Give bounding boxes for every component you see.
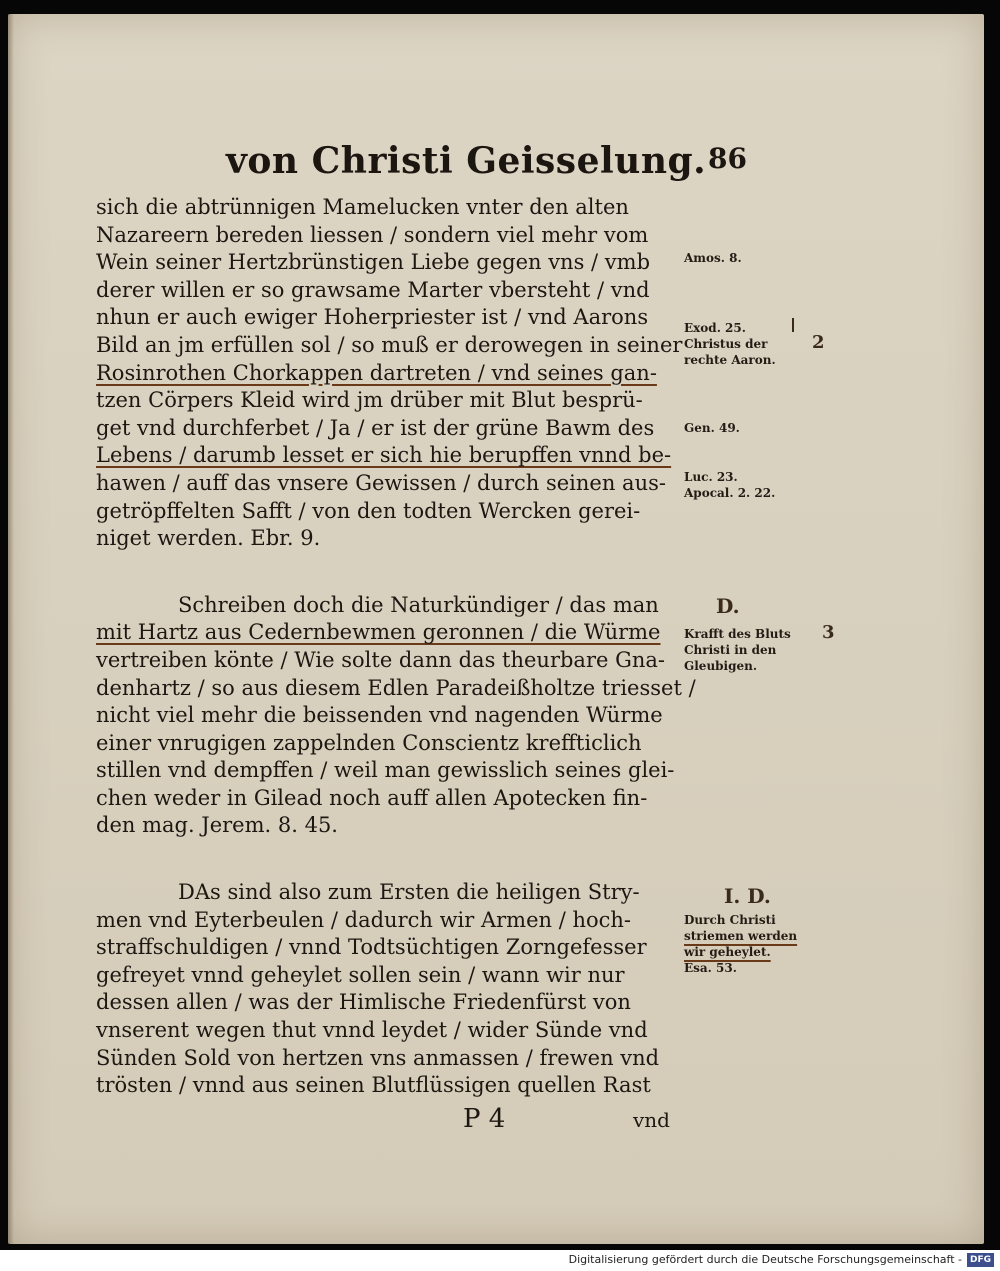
footer-bar [0,1250,1000,1271]
pen-number: 2 [812,332,825,353]
bracket-mark [792,318,794,332]
margin-note-gen: Gen. 49. [684,421,740,435]
text-line: nhun er auch ewiger Hoherpriester ist / vnd Aarons [96,305,649,330]
text-line-underlined: mit Hartz aus Cedernbewmen geronnen / die Würme [96,620,661,645]
text-line: men vnd Eyterbeulen / dadurch wir Armen / hoch- [96,907,632,932]
text-line: Sünden Sold von hertzen vns anmassen / frewen vnd [96,1045,660,1070]
marginalia [684,14,984,1244]
margin-note-amos: Amos. 8. [684,251,742,265]
running-head: von Christi Geisselung. [226,140,707,182]
text-line: dessen allen / was der Himlische Friedenfürst von [96,990,631,1015]
text-line: Bild an jm erfüllen sol / so muß er derowegen in seiner [96,332,683,357]
text-line: derer willen er so grawsame Marter vbersteht / vnd [96,277,650,302]
catchword: vnd [633,1108,670,1132]
text-line: denhartz / so aus diesem Edlen Paradeißholtze triesset / [96,675,696,700]
text-line: stillen vnd dempffen / weil man gewisslich seines glei- [96,758,675,783]
text-line: tzen Cörpers Kleid wird jm drüber mit Blut besprü- [96,388,643,413]
text-line: DAs sind also zum Ersten die heiligen Stry- [178,880,640,905]
text-line: hawen / auff das vnsere Gewissen / durch seinen aus- [96,470,666,495]
text-line: vertreiben könte / Wie solte dann das theurbare Gna- [96,647,665,672]
body-text [96,194,696,1139]
text-line: trösten / vnnd aus seinen Blutflüssigen quellen Rast [96,1073,651,1098]
text-line: straffschuldigen / vnnd Todtsüchtigen Zorngefesser [96,935,647,960]
text-line-underlined: Lebens / darumb lesset er sich hie berupffen vnnd be- [96,443,672,468]
paragraph-3 [96,879,676,1100]
margin-note-christus: rechte Aaron. [684,353,776,367]
folio-number: 86 [708,142,747,175]
signature-mark: P 4 [463,1104,506,1134]
margin-note-christus: Christus der [684,337,768,351]
text-line: Nazareern bereden liessen / sondern viel mehr vom [96,222,649,247]
text-line: einer vnrugigen zappelnden Conscientz kreffticlich [96,730,642,755]
margin-note-esa: Esa. 53. [684,961,737,975]
text-line: vnserent wegen thut vnnd leydet / wider Sünde vnd [96,1018,648,1043]
text-line: getröpffelten Safft / von den todten Wercken gerei- [96,498,641,523]
margin-note-krafft: Christi in den [684,643,777,657]
section-letter: I. D. [724,884,771,908]
margin-note-apocal: Apocal. 2. 22. [684,486,776,500]
text-line: den mag. Jerem. 8. 45. [96,813,338,838]
text-line: niget werden. Ebr. 9. [96,526,321,551]
margin-note-krafft: Gleubigen. [684,659,758,673]
footer-credit: Digitalisierung gefördert durch die Deutsche Forschungsgemeinschaft - [568,1253,962,1266]
margin-note-durch: Durch Christi [684,913,776,927]
paragraph-1 [96,194,683,553]
text-line: chen weder in Gilead noch auff allen Apotecken fin- [96,785,648,810]
margin-note-exod: Exod. 25. [684,321,746,335]
text-line: Wein seiner Hertzbrünstigen Liebe gegen vns / vmb [96,250,651,275]
text-line: sich die abtrünnigen Mamelucken vnter den alten [96,195,629,219]
text-line: nicht viel mehr die beissenden vnd nagenden Würme [96,703,663,728]
margin-note-krafft: Krafft des Bluts [684,627,791,641]
text-line-underlined: Rosinrothen Chorkappen dartreten / vnd seines gan- [96,360,657,385]
text-line: get vnd durchferbet / Ja / er ist der grüne Bawm des [96,415,655,440]
paragraph-2 [96,592,696,840]
margin-note-luc: Luc. 23. [684,470,738,484]
pen-number: 3 [822,622,835,643]
book-page [8,14,984,1244]
dfg-logo-icon: DFG [967,1253,994,1267]
text-line: Schreiben doch die Naturkündiger / das man [178,592,659,617]
margin-note-durch: striemen werden [684,929,798,943]
margin-note-durch: wir geheylet. [684,945,771,959]
text-line: gefreyet vnnd geheylet sollen sein / wann wir nur [96,962,625,987]
section-letter: D. [716,594,740,618]
